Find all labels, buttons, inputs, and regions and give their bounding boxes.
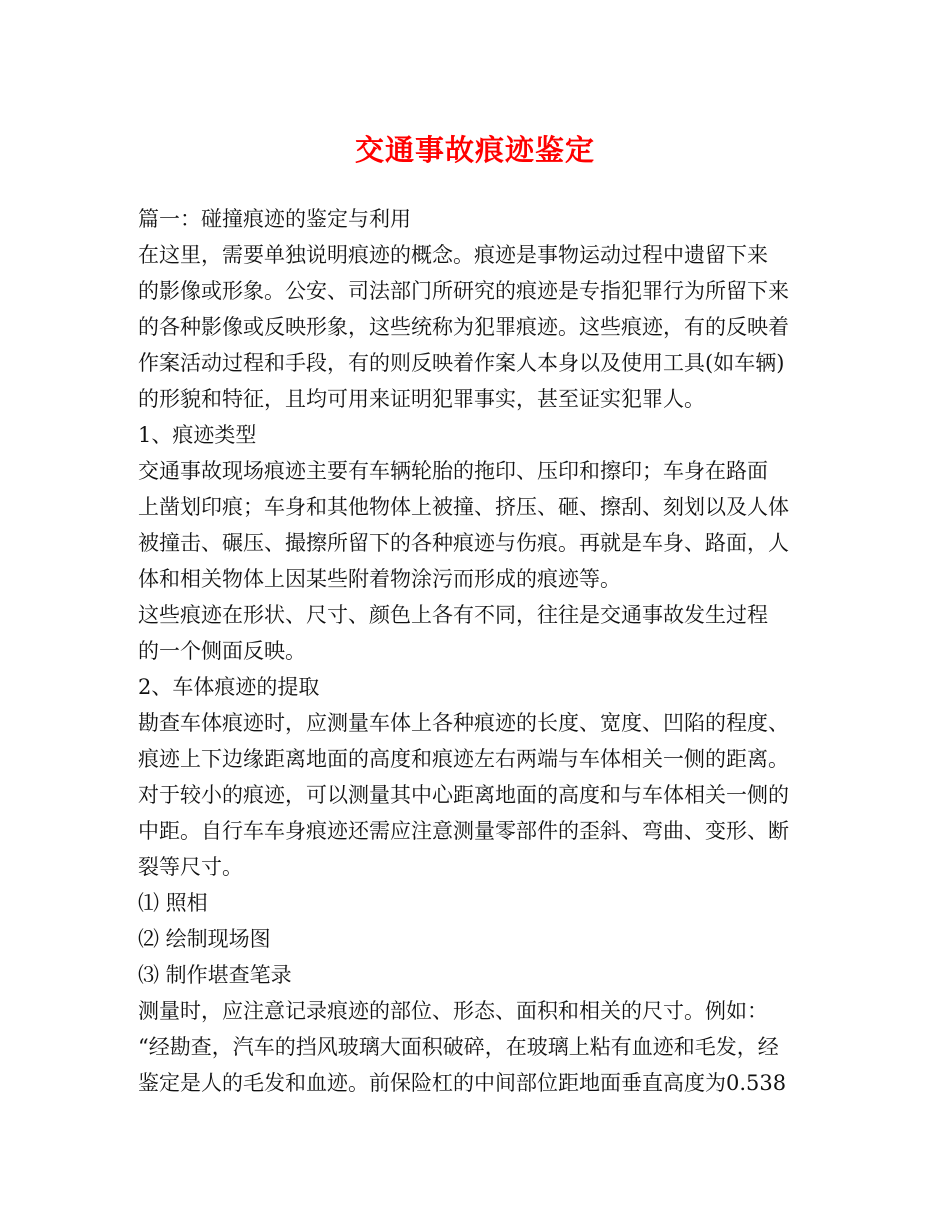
section-heading: 2、车体痕迹的提取 bbox=[138, 675, 320, 699]
paragraph-line: 痕迹上下边缘距离地面的高度和痕迹左右两端与车体相关一侧的距离。 bbox=[138, 747, 789, 771]
document-title: 交通事故痕迹鉴定 bbox=[354, 133, 595, 167]
paragraph-line: 这些痕迹在形状、尺寸、颜色上各有不同，往往是交通事故发生过程 bbox=[138, 603, 768, 627]
paragraph-line: 的一个侧面反映。 bbox=[138, 639, 306, 663]
paragraph-line: “经勘查，汽车的挡风玻璃大面积破碎，在玻璃上粘有血迹和毛发，经 bbox=[138, 1035, 779, 1059]
paragraph-line: 鉴定是人的毛发和血迹。前保险杠的中间部位距地面垂直高度为0.538 bbox=[138, 1071, 787, 1095]
paragraph-line: 在这里，需要单独说明痕迹的概念。痕迹是事物运动过程中遗留下来 bbox=[138, 243, 768, 267]
paragraph-line: 上凿划印痕；车身和其他物体上被撞、挤压、砸、擦刮、刻划以及人体 bbox=[138, 495, 789, 519]
paragraph-line: 中距。自行车车身痕迹还需应注意测量零部件的歪斜、弯曲、变形、断 bbox=[138, 819, 789, 843]
paragraph-line: 的影像或形象。公安、司法部门所研究的痕迹是专指犯罪行为所留下来 bbox=[138, 279, 789, 303]
paragraph-line: 的形貌和特征，且均可用来证明犯罪事实，甚至证实犯罪人。 bbox=[138, 387, 705, 411]
paragraph-line: 交通事故现场痕迹主要有车辆轮胎的拖印、压印和擦印；车身在路面 bbox=[138, 459, 768, 483]
paragraph-line: 对于较小的痕迹，可以测量其中心距离地面的高度和与车体相关一侧的 bbox=[138, 783, 789, 807]
paragraph-line: 作案活动过程和手段，有的则反映着作案人本身以及使用工具(如车辆) bbox=[138, 351, 785, 375]
section-heading: 1、痕迹类型 bbox=[138, 423, 257, 447]
paragraph-line: 被撞击、碾压、撮擦所留下的各种痕迹与伤痕。再就是车身、路面，人 bbox=[138, 531, 789, 555]
paragraph-line: 的各种影像或反映形象，这些统称为犯罪痕迹。这些痕迹，有的反映着 bbox=[138, 315, 789, 339]
paragraph-line: 测量时，应注意记录痕迹的部位、形态、面积和相关的尺寸。例如： bbox=[138, 999, 768, 1023]
paragraph-line: 篇一：碰撞痕迹的鉴定与利用 bbox=[138, 207, 411, 231]
list-item: ⑶ 制作堪查笔录 bbox=[138, 963, 292, 987]
paragraph-line: 体和相关物体上因某些附着物涂污而形成的痕迹等。 bbox=[138, 567, 621, 591]
paragraph-line: 裂等尺寸。 bbox=[138, 855, 243, 879]
list-item: ⑵ 绘制现场图 bbox=[138, 927, 271, 951]
document-body bbox=[138, 201, 838, 1101]
list-item: ⑴ 照相 bbox=[138, 891, 208, 915]
paragraph-line: 勘查车体痕迹时，应测量车体上各种痕迹的长度、宽度、凹陷的程度、 bbox=[138, 711, 789, 735]
